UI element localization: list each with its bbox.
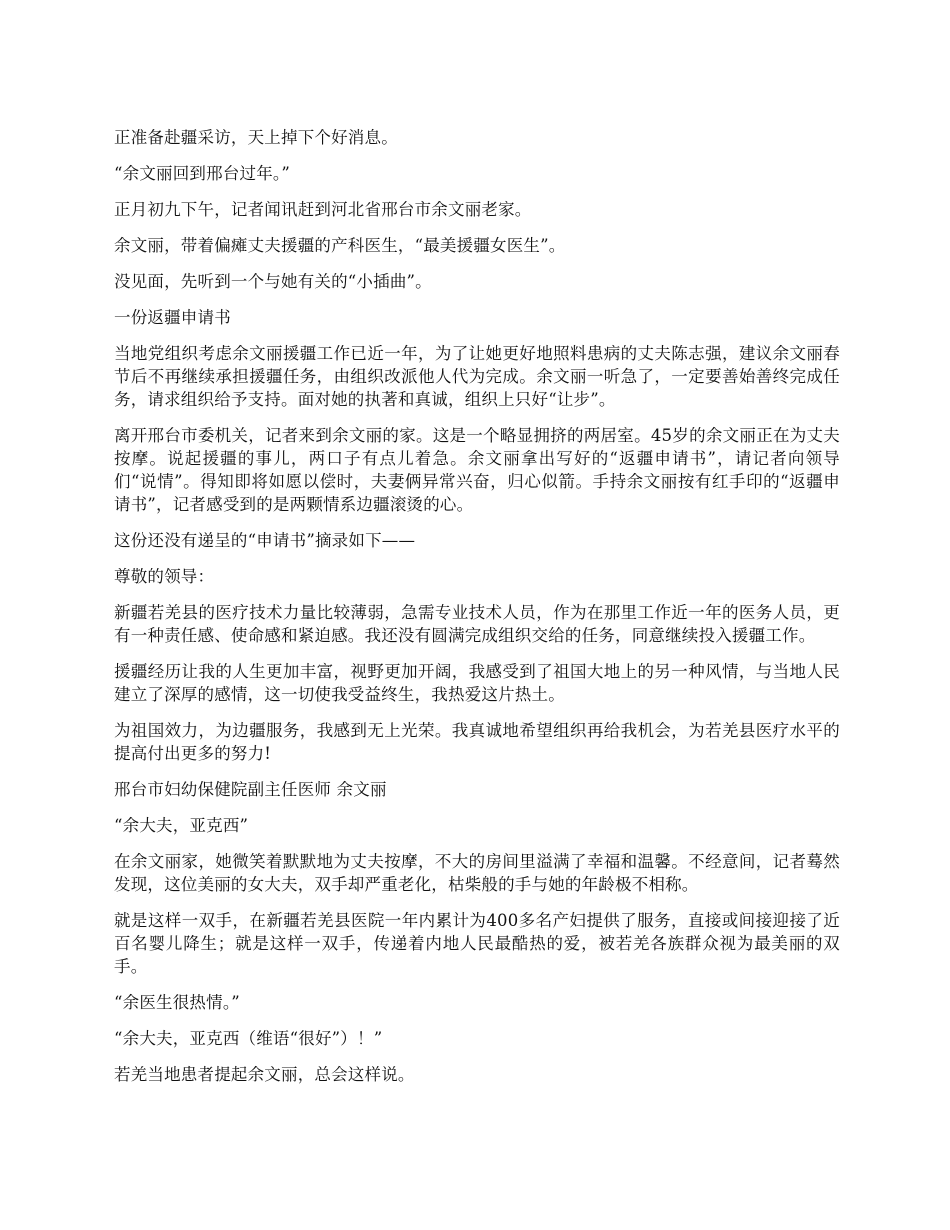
letter-paragraph: 新疆若羌县的医疗技术力量比较薄弱，急需专业技术人员，作为在那里工作近一年的医务人员，更有一种责任感、使命感和紧迫感。我还没有圆满完成组织交给的任务，同意继续投入援疆工作。 (114, 603, 840, 645)
paragraph-quote: “余文丽回到邢台过年。” (114, 164, 291, 183)
section-heading: 一份返疆申请书 (114, 308, 231, 327)
paragraph-quote: “余大夫，亚克西（维语“很好”）！” (114, 1029, 383, 1048)
paragraph: 就是这样一双手，在新疆若羌县医院一年内累计为400多名产妇提供了服务，直接或间接迎接了近百名婴儿降生；就是这样一双手，传递着内地人民最酷热的爱，被若羌各族群众视为最美丽的双手。 (114, 911, 840, 976)
section-heading: “余大夫，亚克西” (114, 816, 249, 835)
paragraph: 若羌当地患者提起余文丽，总会这样说。 (114, 1065, 415, 1084)
paragraph-quote: “余医生很热情。” (114, 993, 240, 1012)
letter-paragraph: 为祖国效力，为边疆服务，我感到无上光荣。我真诚地希望组织再给我机会，为若羌县医疗水平的提高付出更多的努力! (114, 721, 840, 763)
paragraph: 离开邢台市委机关，记者来到余文丽的家。这是一个略显拥挤的两居室。45岁的余文丽正在为丈夫按摩。说起援疆的事儿，两口子有点儿着急。余文丽拿出写好的“返疆申请书”，请记者向领导们“说情”。得知即将如愿以偿时，夫妻俩异常兴奋，归心似箭。手持余文丽按有红手印的“返疆申请书”，记者感受到的是两颗情系边疆滚烫的心。 (114, 426, 840, 514)
paragraph: 在余文丽家，她微笑着默默地为丈夫按摩，不大的房间里溢满了幸福和温馨。不经意间，记者蓦然发现，这位美丽的女大夫，双手却严重老化，枯柴般的手与她的年龄极不相称。 (114, 852, 840, 894)
letter-signature: 邢台市妇幼保健院副主任医师 余文丽 (114, 780, 387, 799)
paragraph: 余文丽，带着偏瘫丈夫援疆的产科医生，“最美援疆女医生”。 (114, 236, 566, 255)
paragraph: 没见面，先听到一个与她有关的“小插曲”。 (114, 272, 432, 291)
paragraph: 当地党组织考虑余文丽援疆工作已近一年，为了让她更好地照料患病的丈夫陈志强，建议余文丽春节后不再继续承担援疆任务，由组织改派他人代为完成。余文丽一听急了，一定要善始善终完成任务，请求组织给予支持。面对她的执著和真诚，组织上只好“让步”。 (114, 344, 840, 409)
letter-salutation: 尊敬的领导： (114, 567, 215, 586)
paragraph-opening: 正准备赴疆采访，天上掉下个好消息。 (114, 128, 398, 147)
paragraph: 正月初九下午，记者闻讯赶到河北省邢台市余文丽老家。 (114, 200, 532, 219)
paragraph: 这份还没有递呈的“申请书”摘录如下—— (114, 531, 416, 550)
article-body (114, 126, 840, 1099)
letter-paragraph: 援疆经历让我的人生更加丰富，视野更加开阔，我感受到了祖国大地上的另一种风情，与当地人民建立了深厚的感情，这一切使我受益终生，我热爱这片热土。 (114, 662, 840, 704)
